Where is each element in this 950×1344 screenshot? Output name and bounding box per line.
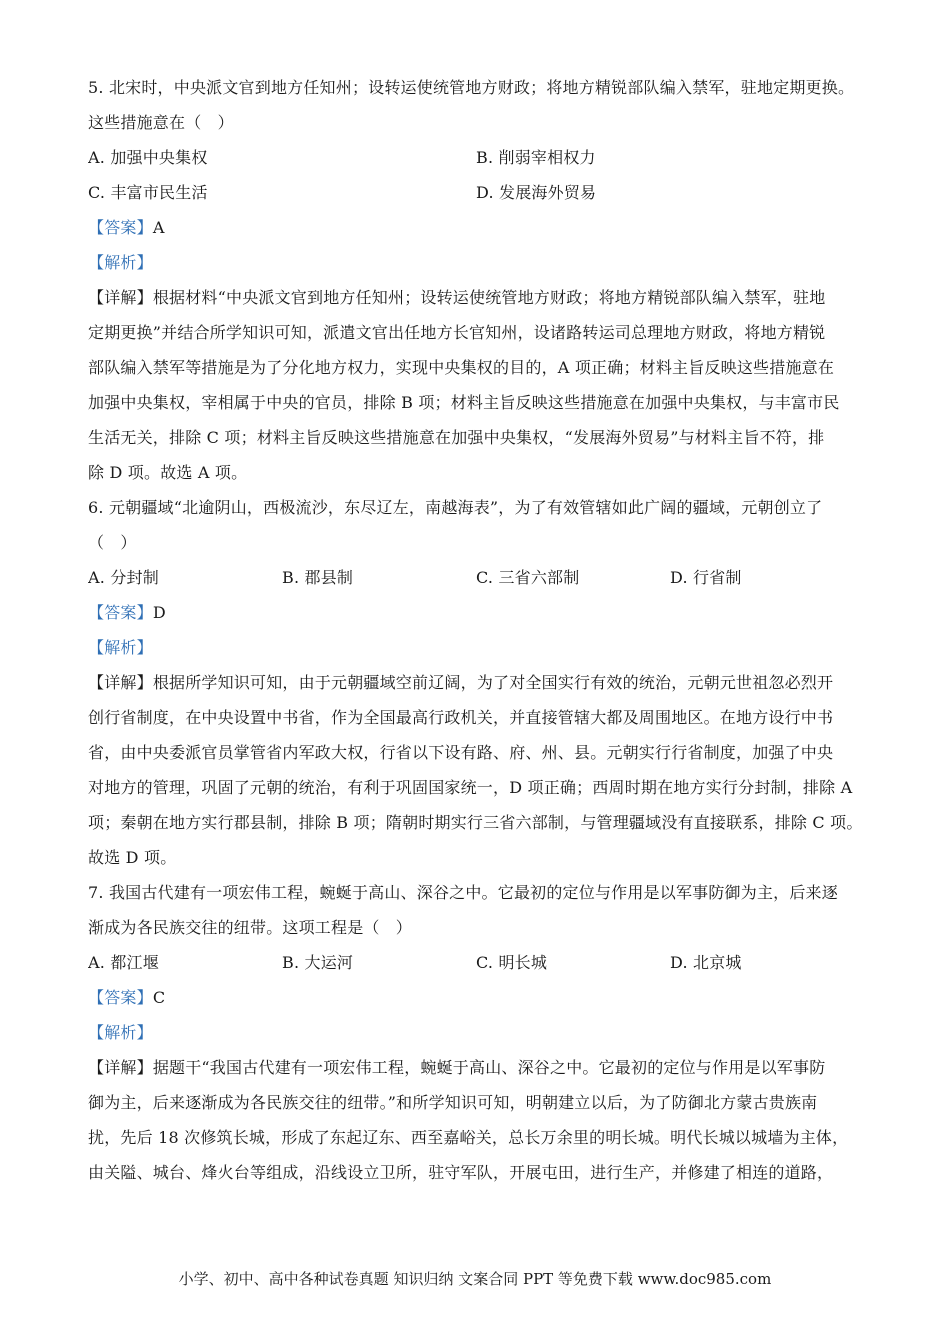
question-5-stem-line-2: 这些措施意在（ ） (88, 113, 234, 132)
detail-tag: 【详解】 (88, 673, 153, 692)
detail-tag: 【详解】 (88, 288, 153, 307)
question-5-stem-line-1: 5. 北宋时，中央派文官到地方任知州；设转运使统管地方财政；将地方精锐部队编入禁军，驻地定期更换。 (88, 78, 855, 97)
question-5-detail-line-5: 生活无关，排除 C 项；材料主旨反映这些措施意在加强中央集权，“发展海外贸易”与材料主旨不符，排 (88, 428, 825, 447)
question-7-option-b: B. 大运河 (282, 953, 354, 972)
question-5-analysis (88, 245, 868, 280)
question-7 (88, 875, 868, 1190)
question-7-analysis (88, 1015, 868, 1050)
question-6-detail-line-6: 故选 D 项。 (88, 848, 177, 867)
question-7-detail-line-2: 御为主，后来逐渐成为各民族交往的纽带。”和所学知识可知，明朝建立以后，为了防御北方蒙古贵族南 (88, 1093, 818, 1112)
question-7-detail-line-4: 由关隘、城台、烽火台等组成，沿线设立卫所，驻守军队，开展屯田，进行生产，并修建了相连的道路， (88, 1163, 834, 1182)
answer-tag: 【答案】 (88, 988, 153, 1007)
question-6 (88, 490, 868, 875)
detail-text: 根据所学知识可知，由于元朝疆域空前辽阔，为了对全国实行有效的统治，元朝元世祖忽必烈开 (152, 673, 834, 692)
question-7-option-a: A. 都江堰 (88, 953, 159, 972)
question-6-detail-line-2: 创行省制度，在中央设置中书省，作为全国最高行政机关，并直接管辖大都及周围地区。在地方设行中书 (88, 708, 834, 727)
answer-tag: 【答案】 (88, 218, 153, 237)
analysis-tag: 【解析】 (88, 1023, 153, 1042)
question-5-detail-line-3: 部队编入禁军等措施是为了分化地方权力，实现中央集权的目的，A 项正确；材料主旨反映这些措施意在 (88, 358, 835, 377)
question-5-options-row-1 (88, 140, 868, 175)
question-5-answer (88, 210, 868, 245)
question-5-option-c: C. 丰富市民生活 (88, 183, 208, 202)
detail-text: 据题干“我国古代建有一项宏伟工程，蜿蜒于高山、深谷之中。它最初的定位与作用是以军事防 (152, 1058, 826, 1077)
document-content (88, 70, 868, 1190)
page-footer: 小学、初中、高中各种试卷真题 知识归纳 文案合同 PPT 等免费下载 www.doc985.com (178, 1270, 772, 1288)
question-7-stem-line-1: 7. 我国古代建有一项宏伟工程，蜿蜒于高山、深谷之中。它最初的定位与作用是以军事防御为主，后来逐 (88, 883, 838, 902)
question-5-detail-line-1 (88, 280, 868, 315)
question-6-option-c: C. 三省六部制 (476, 568, 580, 587)
question-5-option-d: D. 发展海外贸易 (476, 183, 597, 202)
question-7-detail-line-1 (88, 1050, 868, 1085)
question-6-analysis (88, 630, 868, 665)
question-7-detail-line-3: 扰，先后 18 次修筑长城，形成了东起辽东、西至嘉峪关，总长万余里的明长城。明代长城以城墙为主体， (88, 1128, 849, 1147)
analysis-tag: 【解析】 (88, 253, 153, 272)
question-6-detail-line-3: 省，由中央委派官员掌管省内军政大权，行省以下设有路、府、州、县。元朝实行行省制度，加强了中央 (88, 743, 834, 762)
question-7-option-c: C. 明长城 (476, 953, 548, 972)
question-5-detail-line-2: 定期更换”并结合所学知识可知，派遣文官出任地方长官知州，设诸路转运司总理地方财政，将地方精锐 (88, 323, 826, 342)
question-6-stem-line-2: （ ） (88, 533, 137, 552)
question-5-option-b: B. 削弱宰相权力 (476, 148, 596, 167)
answer-tag: 【答案】 (88, 603, 153, 622)
question-5-options-row-2 (88, 175, 868, 210)
question-6-stem-line-1: 6. 元朝疆域“北逾阴山，西极流沙，东尽辽左，南越海表”，为了有效管辖如此广阔的疆域，元朝创立了 (88, 498, 823, 517)
question-6-detail-line-5: 项；秦朝在地方实行郡县制，排除 B 项；隋朝时期实行三省六部制，与管理疆域没有直接联系，排除 C 项。 (88, 813, 863, 832)
question-5-detail-line-4: 加强中央集权，宰相属于中央的官员，排除 B 项；材料主旨反映这些措施意在加强中央集权，与丰富市民 (88, 393, 840, 412)
question-5 (88, 70, 868, 490)
question-7-options-row (88, 945, 868, 980)
question-7-stem-line-2: 渐成为各民族交往的纽带。这项工程是（ ） (88, 918, 413, 937)
question-6-answer (88, 595, 868, 630)
question-7-option-d: D. 北京城 (670, 953, 742, 972)
question-6-detail-line-4: 对地方的管理，巩固了元朝的统治，有利于巩固国家统一，D 项正确；西周时期在地方实行分封制，排除 A (88, 778, 853, 797)
answer-value: C (152, 988, 166, 1007)
answer-value: A (152, 218, 165, 237)
answer-value: D (152, 603, 166, 622)
question-6-detail-line-1 (88, 665, 868, 700)
question-7-answer (88, 980, 868, 1015)
analysis-tag: 【解析】 (88, 638, 153, 657)
question-5-option-a: A. 加强中央集权 (88, 148, 208, 167)
detail-tag: 【详解】 (88, 1058, 153, 1077)
question-6-options-row (88, 560, 868, 595)
question-5-detail-line-6: 除 D 项。故选 A 项。 (88, 463, 248, 482)
question-6-option-b: B. 郡县制 (282, 568, 354, 587)
question-6-option-d: D. 行省制 (670, 568, 742, 587)
detail-text: 根据材料“中央派文官到地方任知州；设转运使统管地方财政；将地方精锐部队编入禁军，驻地 (152, 288, 826, 307)
question-6-option-a: A. 分封制 (88, 568, 159, 587)
